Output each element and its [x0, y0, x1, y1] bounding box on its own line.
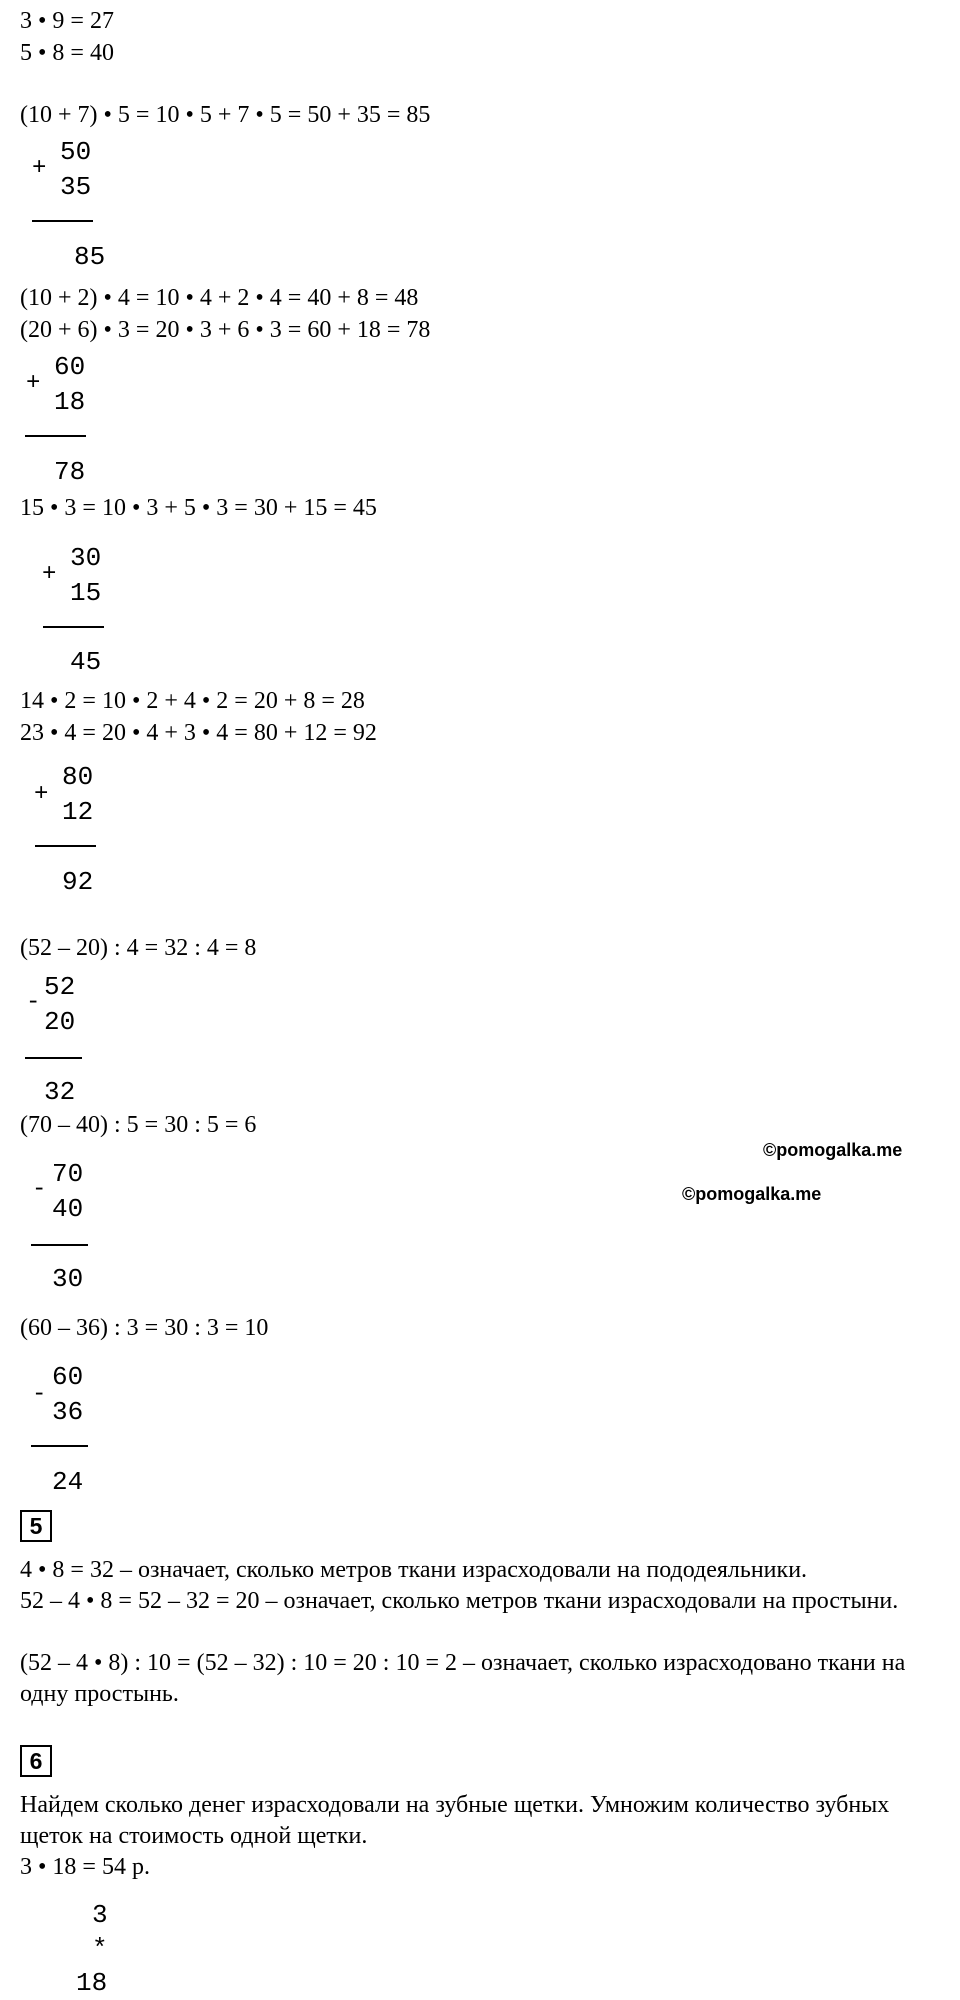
column-result: 92 — [62, 867, 94, 897]
expression-line: (60 – 36) : 3 = 30 : 3 = 10 — [20, 1315, 269, 1341]
column-result: 30 — [52, 1264, 84, 1294]
column-operand-top: 30 — [70, 543, 102, 573]
column-operand-top: 3 — [92, 1900, 108, 1930]
column-operand-top: 80 — [62, 762, 94, 792]
column-rule — [43, 626, 104, 628]
plus-sign: + — [42, 561, 57, 588]
column-rule — [32, 220, 93, 222]
plus-sign: + — [32, 155, 47, 182]
column-operand-bottom: 12 — [62, 797, 94, 827]
column-result: 24 — [52, 1467, 84, 1497]
column-rule — [35, 845, 96, 847]
column-result: 78 — [54, 457, 86, 487]
task6-paragraph: Найдем сколько денег израсходовали на зубные щетки. Умножим количество зубных щеток на стоимость одной щетки. — [20, 1792, 890, 1849]
multiply-sign: * — [92, 1934, 108, 1964]
expression-line: 14 • 2 = 10 • 2 + 4 • 2 = 20 + 8 = 28 — [20, 688, 365, 714]
expression-line: (20 + 6) • 3 = 20 • 3 + 6 • 3 = 60 + 18 = 78 — [20, 317, 431, 343]
expression-line: 23 • 4 = 20 • 4 + 3 • 4 = 80 + 12 = 92 — [20, 720, 377, 746]
expression-line: (10 + 2) • 4 = 10 • 4 + 2 • 4 = 40 + 8 = 48 — [20, 285, 419, 311]
task-number-box: 5 — [20, 1510, 52, 1542]
column-operand-bottom: 40 — [52, 1194, 84, 1224]
column-operand-bottom: 18 — [76, 1968, 108, 1998]
task5-paragraph: (52 – 4 • 8) : 10 = (52 – 32) : 10 = 20 : 10 = 2 – означает, сколько израсходовано ткани на одну простынь. — [20, 1650, 906, 1707]
minus-sign: - — [32, 1381, 47, 1408]
task5-paragraph: 4 • 8 = 32 – означает, сколько метров ткани израсходовали на пододеяльники. — [20, 1557, 808, 1583]
column-operand-top: 70 — [52, 1159, 84, 1189]
column-operand-top: 60 — [54, 352, 86, 382]
column-operand-bottom: 15 — [70, 578, 102, 608]
column-operand-bottom: 36 — [52, 1397, 84, 1427]
column-operand-top: 60 — [52, 1362, 84, 1392]
expression-line: (52 – 20) : 4 = 32 : 4 = 8 — [20, 935, 257, 961]
column-operand-bottom: 18 — [54, 387, 86, 417]
expression-line: 15 • 3 = 10 • 3 + 5 • 3 = 30 + 15 = 45 — [20, 495, 377, 521]
watermark: ©pomogalka.me — [682, 1184, 822, 1204]
task5-paragraph: 52 – 4 • 8 = 52 – 32 = 20 – означает, сколько метров ткани израсходовали на простыни. — [20, 1588, 899, 1614]
column-rule — [25, 435, 86, 437]
column-operand-bottom: 35 — [60, 172, 92, 202]
expression-line: 5 • 8 = 40 — [20, 40, 114, 66]
column-result: 32 — [44, 1077, 76, 1107]
column-result: 45 — [70, 647, 102, 677]
column-operand-top: 50 — [60, 137, 92, 167]
expression-line: (70 – 40) : 5 = 30 : 5 = 6 — [20, 1112, 257, 1138]
column-operand-top: 52 — [44, 972, 76, 1002]
column-rule — [25, 1057, 82, 1059]
column-operand-bottom: 20 — [44, 1007, 76, 1037]
expression-line: (10 + 7) • 5 = 10 • 5 + 7 • 5 = 50 + 35 = 85 — [20, 102, 431, 128]
column-rule — [31, 1244, 88, 1246]
minus-sign: - — [32, 1176, 47, 1203]
column-rule — [31, 1445, 88, 1447]
watermark: ©pomogalka.me — [763, 1140, 903, 1160]
plus-sign: + — [34, 781, 49, 808]
expression-line: 3 • 9 = 27 — [20, 8, 114, 34]
task6-paragraph: 3 • 18 = 54 р. — [20, 1854, 150, 1880]
plus-sign: + — [26, 370, 41, 397]
column-result: 85 — [74, 242, 106, 272]
task-number-box: 6 — [20, 1745, 52, 1777]
minus-sign: - — [26, 989, 41, 1016]
